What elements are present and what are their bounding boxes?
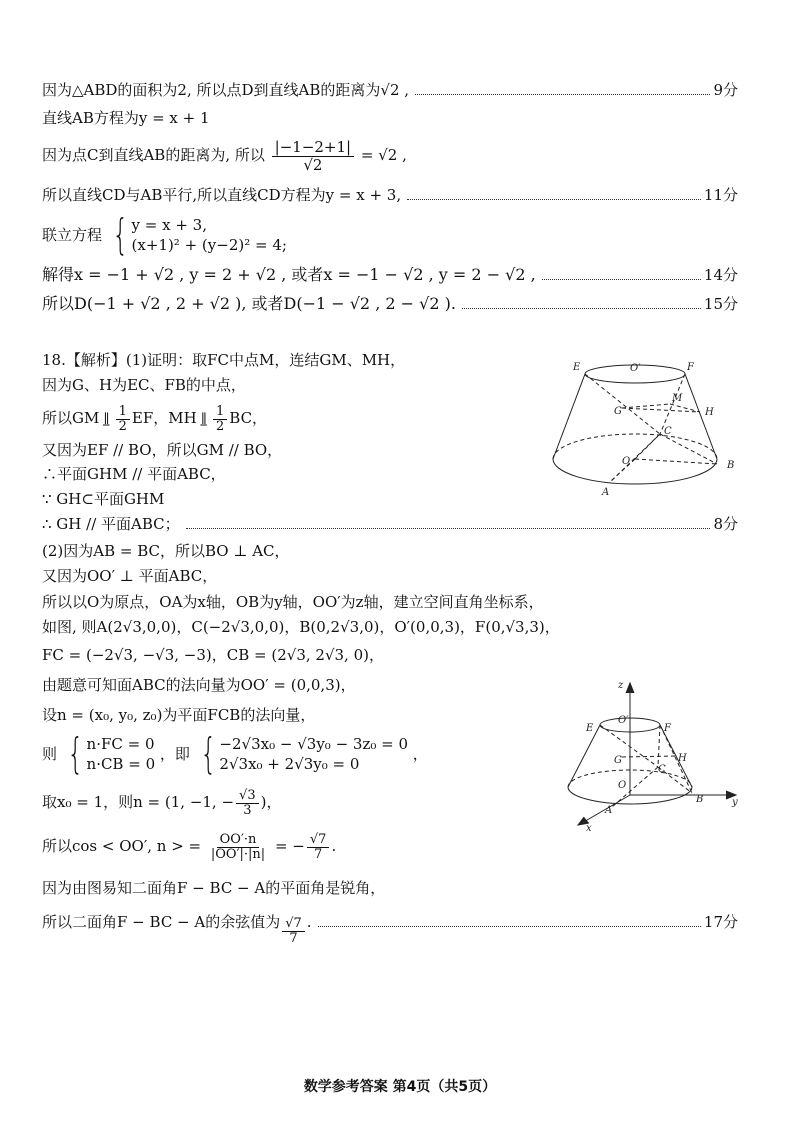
q18-heading: 18.【解析】(1)证明：取FC中点M，连结GM、MH，: [42, 351, 406, 369]
line-coordinates: 如图, 则A(2√3,0,0)，C(−2√3,0,0)，B(0,2√3,0)，O′(0,0,3)，F(0,√3,3)，: [42, 618, 560, 636]
line-oo-plane: 又因为OO′ ⊥ 平面ABC，: [42, 567, 218, 585]
leader-dots: [415, 94, 710, 95]
label-F2: F: [664, 723, 671, 734]
label-Op2: O′: [618, 715, 629, 726]
line-dihedral-cosine: 所以二面角F − BC − A的余弦值为 $\frac{√7}{7}$ . 17分: [42, 902, 738, 946]
label-x: x: [586, 823, 592, 834]
label-C: C: [664, 426, 672, 437]
page-footer: 数学参考答案 第4页（共5页）: [303, 1079, 497, 1095]
line-gm-mh: 所以GM ∥̳ $\frac{1}{2}$ EF，MH ∥̳ $\frac{1}{2}$ BC，: [42, 403, 268, 434]
label-H2: H: [678, 753, 687, 764]
line-normal-abc: 由题意可知面ABC的法向量为OO′ = (0,0,3)，: [42, 676, 356, 694]
line-normal-value: 取x₀ = 1，则n = (1, −1, − $\frac{√3}{3}$ )，: [42, 787, 282, 818]
label-z: z: [618, 680, 624, 691]
label-y: y: [732, 797, 738, 808]
equation-system: { y = x + 3, (x+1)² + (y−2)² = 4;: [112, 210, 287, 259]
frustum-axes-figure: [560, 675, 750, 835]
label-E: E: [573, 362, 581, 373]
label-G2: G: [614, 755, 622, 766]
line-c-distance: 因为点C到直线AB的距离为, 所以 $\frac{|-1-2+1|}{√2}$ = √2 ,: [42, 137, 407, 174]
label-A2: A: [605, 805, 613, 816]
distance-fraction: $\frac{|-1-2+1|}{√2}$: [272, 139, 354, 174]
score-17: 17分: [703, 913, 738, 931]
line-cd-parallel: 所以直线CD与AB平行,所以直线CD方程为y = x + 3, 11分: [42, 186, 738, 204]
line-acute-angle: 因为由图易知二面角F − BC − A的平面角是锐角，: [42, 879, 386, 897]
label-B2: B: [696, 794, 704, 805]
score-8: 8分: [713, 515, 738, 533]
label-F: F: [687, 362, 694, 373]
label-G: G: [614, 406, 622, 417]
score-15: 15分: [703, 295, 738, 313]
line-cosine: 所以cos < OO′, n > = $\frac{OO'\cdot n}{|OO'|\cdot|n|}$ = − $\frac{√7}{7}$ .: [42, 831, 337, 862]
line-area-distance: 因为△ABD的面积为2, 所以点D到直线AB的距离为√2 , 9分: [42, 81, 738, 99]
line-coordinate-system: 所以以O为原点，OA为x轴，OB为y轴，OO′为z轴，建立空间直角坐标系，: [42, 593, 544, 611]
line-normal-system: 则 { n·FC = 0 n·CB = 0 ，即 { −2√3x₀ − √3y₀ − 3z₀ = 0 2√3x₀ + 2√3y₀ = 0 ，: [42, 729, 428, 778]
line-normal-fcb: 设n = (x₀, y₀, z₀)为平面FCB的法向量，: [42, 706, 316, 724]
label-Op: O′: [630, 363, 641, 374]
score-9: 9分: [713, 81, 738, 99]
label-E2: E: [586, 723, 594, 734]
label-A: A: [602, 487, 610, 498]
line-ef-bo: 又因为EF // BO，所以GM // BO，: [42, 441, 283, 459]
line-system: 联立方程 { y = x + 3, (x+1)² + (y−2)² = 4;: [42, 210, 287, 259]
label-O2: O: [618, 780, 627, 791]
line-gh-subset: ∵ GH⊂平面GHM: [42, 490, 165, 508]
score-14: 14分: [703, 266, 738, 284]
line-midpoints: 因为G、H为EC、FB的中点，: [42, 376, 246, 394]
line-ab-equation: 直线AB方程为y = x + 1: [42, 109, 210, 127]
line-vectors: FC = (−2√3, −√3, −3)，CB = (2√3, 2√3, 0)，: [42, 646, 384, 664]
frustum-figure: [540, 352, 750, 502]
label-M: M: [672, 393, 683, 404]
line-gh-parallel: ∴ GH // 平面ABC； 8分: [42, 515, 738, 533]
line-d-points: 所以D(−1 + √2 , 2 + √2 ), 或者D(−1 − √2 , 2 − √2 ). 15分: [42, 294, 738, 313]
label-H: H: [705, 407, 714, 418]
label-C2: C: [658, 764, 666, 775]
line-plane-parallel: ∴平面GHM // 平面ABC，: [42, 465, 226, 483]
line-solution: 解得x = −1 + √2 , y = 2 + √2 , 或者x = −1 − √2 , y = 2 − √2 , 14分: [42, 265, 738, 284]
label-B: B: [727, 460, 735, 471]
line-bo-ac: (2)因为AB = BC，所以BO ⊥ AC，: [42, 542, 290, 560]
label-O: O: [622, 456, 631, 467]
score-11: 11分: [703, 186, 738, 204]
